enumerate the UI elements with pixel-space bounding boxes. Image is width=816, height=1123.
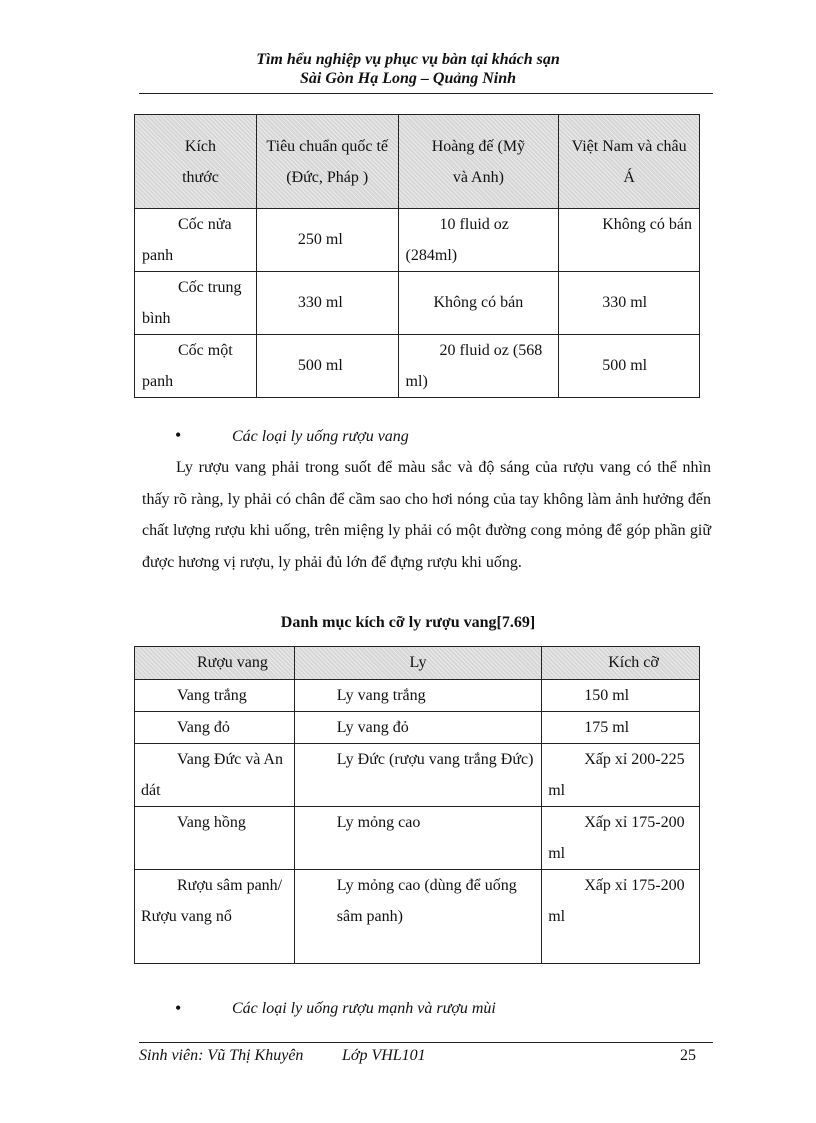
section-title-wine-glasses: Các loại ly uống rượu vang bbox=[232, 428, 409, 445]
page-header bbox=[0, 50, 816, 88]
glass-size-table bbox=[134, 114, 700, 398]
cell-size: Xấp xỉ 175-200 ml bbox=[542, 870, 700, 964]
cell-vietnam: Không có bán bbox=[559, 209, 700, 272]
bullet-spirits-glasses: • bbox=[175, 998, 182, 1018]
cell-glass: Ly Đức (rượu vang trắng Đức) bbox=[294, 744, 541, 807]
table-header-row bbox=[135, 647, 700, 680]
table-row bbox=[135, 272, 700, 335]
table-header-row bbox=[135, 115, 700, 209]
header-line-2: Sài Gòn Hạ Long – Quảng Ninh bbox=[299, 70, 517, 87]
section-title-spirits-glasses: Các loại ly uống rượu mạnh và rượu mùi bbox=[232, 1000, 496, 1017]
footer-class: Lớp VHL101 bbox=[342, 1047, 426, 1064]
table-row bbox=[135, 807, 700, 870]
table-row bbox=[135, 712, 700, 744]
cell-wine: Vang trắng bbox=[135, 680, 295, 712]
footer-student: Sinh viên: Vũ Thị Khuyên bbox=[139, 1047, 304, 1064]
cell-imperial: 20 fluid oz (568 ml) bbox=[398, 335, 559, 398]
cell-vietnam: 330 ml bbox=[559, 272, 700, 335]
table-row bbox=[135, 680, 700, 712]
cell-glass: Ly mỏng cao bbox=[294, 807, 541, 870]
cell-size: Xấp xỉ 200-225 ml bbox=[542, 744, 700, 807]
header-glass: Ly bbox=[294, 647, 541, 680]
cell-international: 500 ml bbox=[256, 335, 398, 398]
cell-vietnam: 500 ml bbox=[559, 335, 700, 398]
cell-glass: Ly mỏng cao (dùng để uống sâm panh) bbox=[294, 870, 541, 964]
wine-glass-paragraph: Ly rượu vang phải trong suốt để màu sắc và độ sáng của rượu vang có thể nhìn thấy rõ ràng, ly phải có chân để cầm sao cho hơi nóng của tay không làm ảnh hưởng đến chất lượng rượu khi uống, trên miệng ly phải có một đường cong mỏng để góp phần giữ được hương vị rượu, ly phải đủ lớn để đựng rượu khi uống. bbox=[142, 459, 711, 571]
header-wine: Rượu vang bbox=[135, 647, 295, 680]
bullet-wine-glasses: • bbox=[175, 425, 182, 445]
wine-glass-table bbox=[134, 646, 700, 964]
cell-international: 330 ml bbox=[256, 272, 398, 335]
cell-glass: Ly vang đỏ bbox=[294, 712, 541, 744]
page-number: 25 bbox=[680, 1047, 696, 1064]
table-row bbox=[135, 335, 700, 398]
cell-wine: Vang hồng bbox=[135, 807, 295, 870]
table-row bbox=[135, 744, 700, 807]
table-row bbox=[135, 209, 700, 272]
cell-size: 150 ml bbox=[542, 680, 700, 712]
cell-size: Xấp xỉ 175-200 ml bbox=[542, 807, 700, 870]
cell-glass: Ly vang trắng bbox=[294, 680, 541, 712]
header-imperial: Hoàng đế (Mỹ và Anh) bbox=[398, 115, 559, 209]
header-size: Kích thước bbox=[135, 115, 257, 209]
cell-wine: Vang Đức và An dát bbox=[135, 744, 295, 807]
header-size: Kích cỡ bbox=[542, 647, 700, 680]
cell-size: Cốc một panh bbox=[135, 335, 257, 398]
cell-size: Cốc nửa panh bbox=[135, 209, 257, 272]
cell-size: 175 ml bbox=[542, 712, 700, 744]
header-vietnam: Việt Nam và châu Á bbox=[559, 115, 700, 209]
table-row bbox=[135, 870, 700, 964]
cell-wine: Rượu sâm panh/ Rượu vang nổ bbox=[135, 870, 295, 964]
cell-international: 250 ml bbox=[256, 209, 398, 272]
wine-table-title: Danh mục kích cỡ ly rượu vang[7.69] bbox=[280, 614, 536, 631]
cell-imperial: Không có bán bbox=[398, 272, 559, 335]
cell-size: Cốc trung bình bbox=[135, 272, 257, 335]
header-international: Tiêu chuẩn quốc tế (Đức, Pháp ) bbox=[256, 115, 398, 209]
header-line-1: Tìm hểu nghiệp vụ phục vụ bàn tại khách sạn bbox=[256, 51, 560, 68]
header-divider bbox=[139, 93, 713, 94]
footer-divider bbox=[139, 1042, 713, 1043]
cell-wine: Vang đỏ bbox=[135, 712, 295, 744]
cell-imperial: 10 fluid oz (284ml) bbox=[398, 209, 559, 272]
